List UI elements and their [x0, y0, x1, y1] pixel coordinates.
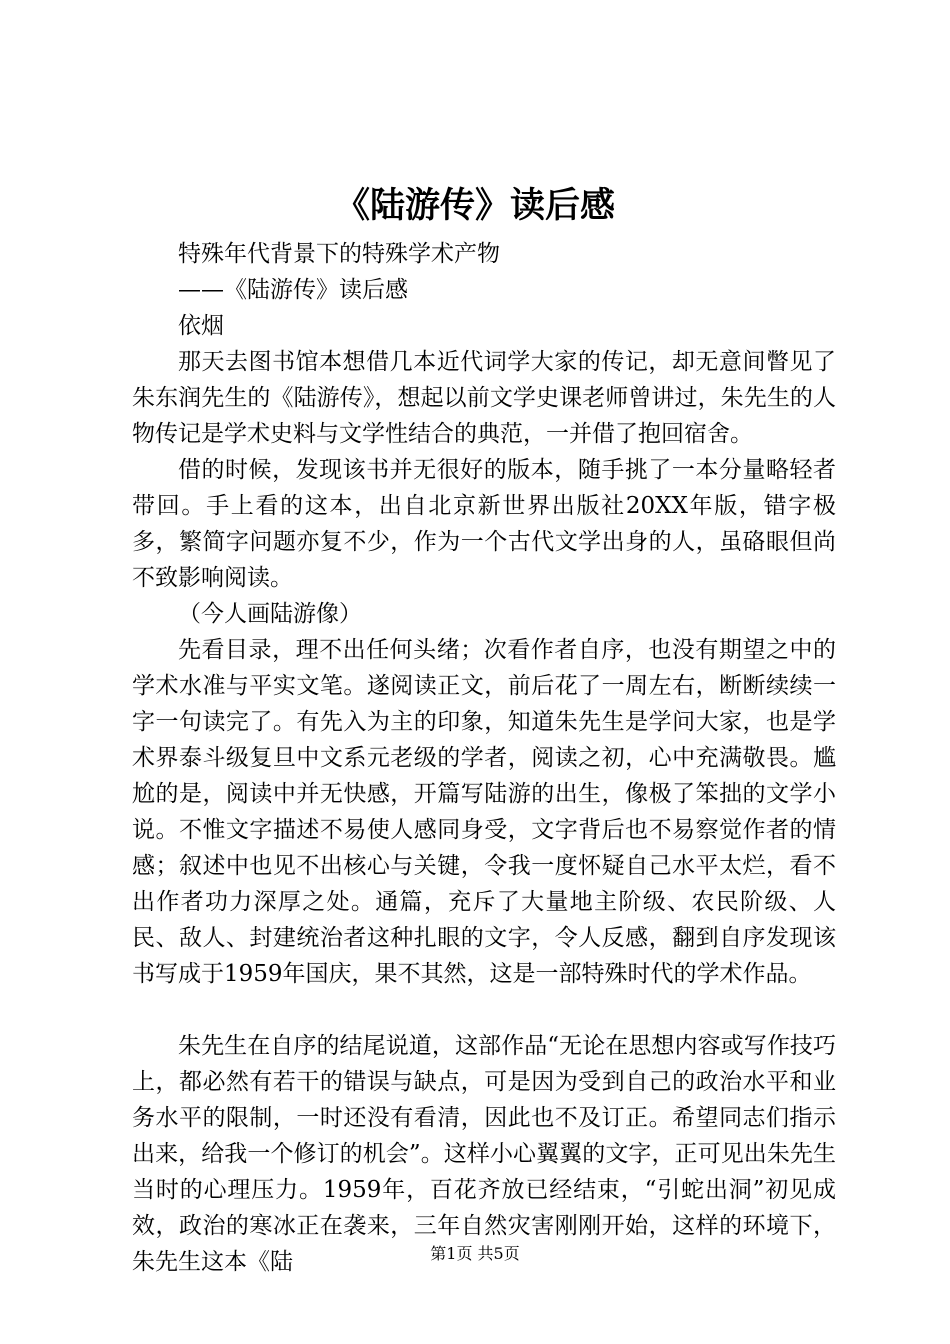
paragraph: 先看目录，理不出任何头绪；次看作者自序，也没有期望之中的学术水准与平实文笔。遂阅读正文，前后花了一周左右，断断续续一字一句读完了。有先入为主的印象，知道朱先生是学问大家，也是学术界泰斗级复旦中文系元老级的学者，阅读之初，心中充满敬畏。尴尬的是，阅读中并无快感，开篇写陆游的出生，像极了笨拙的文学小说。不惟文字描述不易使人感同身受，文字背后也不易察觉作者的情感；叙述中也见不出核心与关键，令我一度怀疑自己水平太烂，看不出作者功力深厚之处。通篇，充斥了大量地主阶级、农民阶级、人民、敌人、封建统治者这种扎眼的文字，令人反感，翻到自序发现该书写成于1959年国庆，果不其然，这是一部特殊时代的学术作品。 [132, 637, 836, 987]
document-body [132, 236, 836, 1280]
subtitle: 特殊年代背景下的特殊学术产物 [178, 241, 500, 267]
image-caption: （今人画陆游像） [178, 601, 362, 627]
blank-line [132, 992, 836, 1028]
document-title: 《陆游传》读后感 [334, 185, 615, 226]
paragraph: 那天去图书馆本想借几本近代词学大家的传记，却无意间瞥见了朱东润先生的《陆游传》，想起以前文学史课老师曾讲过，朱先生的人物传记是学术史料与文学性结合的典范，一并借了抱回宿舍。 [132, 349, 836, 447]
subtitle-suffix: ——《陆游传》读后感 [178, 277, 408, 303]
paragraph: 借的时候，发现该书并无很好的版本，随手挑了一本分量略轻者带回。手上看的这本，出自北京新世界出版社20XX年版，错字极多，繁简字问题亦复不少，作为一个古代文学出身的人，虽硌眼但尚不致影响阅读。 [132, 457, 836, 591]
paragraph: 朱先生在自序的结尾说道，这部作品“无论在思想内容或写作技巧上，都必然有若干的错误与缺点，可是因为受到自己的政治水平和业务水平的限制，一时还没有看清，因此也不及订正。希望同志们指示出来，给我一个修订的机会”。这样小心翼翼的文字，正可见出朱先生当时的心理压力。1959年，百花齐放已经结束，“引蛇出洞”初见成效，政治的寒冰正在袭来，三年自然灾害刚刚开始，这样的环境下，朱先生这本《陆 [132, 1033, 836, 1275]
page-footer: 第1页 共5页 [430, 1244, 520, 1263]
author: 依烟 [178, 313, 224, 339]
